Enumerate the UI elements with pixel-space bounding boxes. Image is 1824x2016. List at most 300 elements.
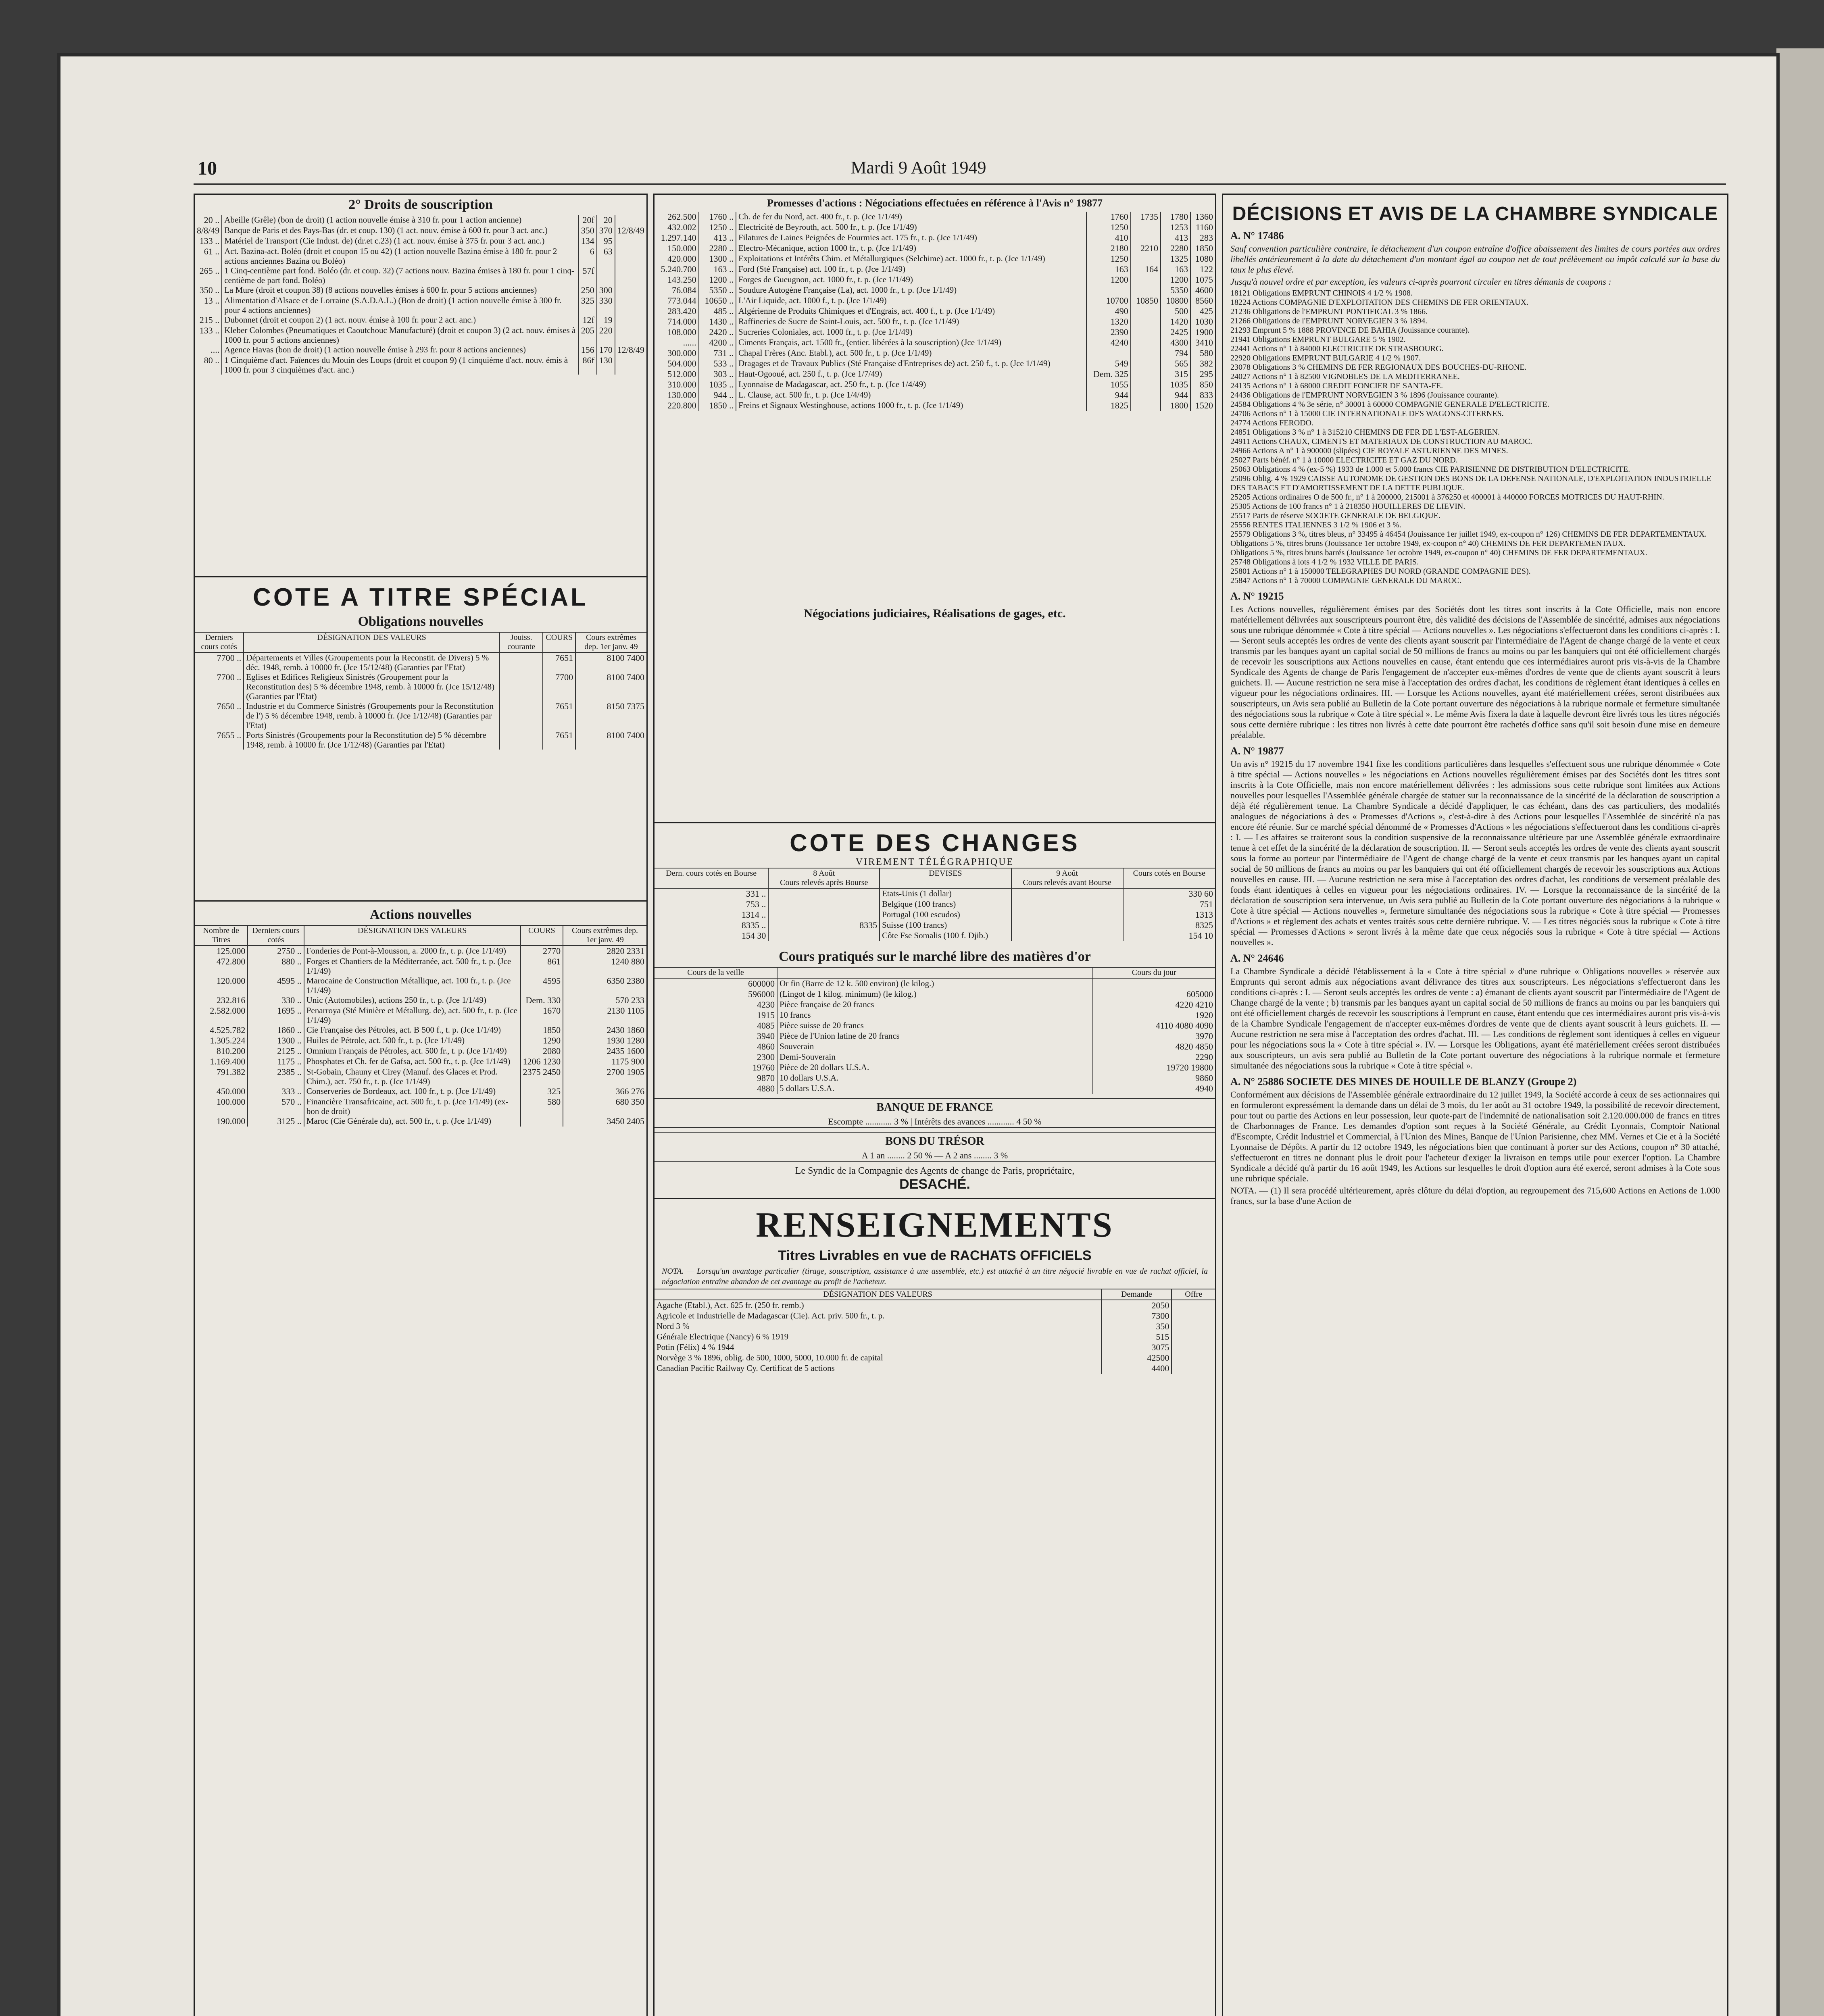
column-header: Jouiss. courante [500,632,543,652]
row-cours1: 1320 [1086,317,1130,327]
row-cours-a: 86f [579,355,597,375]
cote-special-title: COTE A TITRE SPÉCIAL [253,583,588,611]
column-header: Nombre de Titres [195,925,248,946]
row-low: 8560 [1190,296,1215,306]
row-cours-c: 63 [597,246,615,266]
row-jour: 3970 [1093,1031,1215,1041]
table-row [195,236,646,246]
row-offre [1172,1300,1215,1311]
column-header: Derniers cours cotés [195,632,244,652]
row-demande: 7300 [1101,1311,1172,1321]
column-right [1222,194,1728,2016]
row-label: Cie Française des Pétroles, act. B 500 f., t. p. (Jce 1/1/49) [304,1025,521,1035]
row-cours2 [1131,348,1161,358]
column-header: COURS [521,925,563,946]
row-high: 565 [1161,358,1190,369]
actions-title: Actions nouvelles [369,907,472,922]
row-extremes: 2820 2331 [563,946,646,956]
row-last: 533 .. [699,358,736,369]
row-cours2: 1735 [1131,212,1161,222]
avis-25886: A. N° 25886 SOCIETE DES MINES DE HOUILLE DE BLANZY (Groupe 2) [1230,1076,1577,1087]
row-low: 833 [1190,390,1215,400]
row-label: Act. Bazina-act. Boléo (droit et coupon 15 ou 42) (1 action nouvelle Bazina émise à 180 fr. pour 2 actions anciennes Bazina ou Boléo) [222,246,579,266]
table-row [655,931,1215,941]
row-cours: 861 [521,956,563,976]
row-cote: 154 10 [1123,931,1215,941]
row-extremes: 2430 1860 [563,1025,646,1035]
row-label: Conserveries de Bordeaux, act. 100 fr., t. p. (Jce 1/1/49) [304,1086,521,1097]
row-cours-a: 325 [579,296,597,315]
row-label: Ports Sinistrés (Groupements pour la Reconstitution de) 5 % décembre 1948, remb. à 10000 fr. (Jce 1/12/48) (Garanties par l'Etat) [244,730,500,750]
row-high: 1325 [1161,254,1190,264]
row-last: 880 .. [248,956,304,976]
row-cours: Dem. 330 [521,995,563,1006]
row-extremes: 2435 1600 [563,1046,646,1056]
row-date: 133 .. [199,325,220,335]
row-nombre: 432.002 [667,222,696,232]
table-row [655,1041,1215,1052]
table-row [195,1056,646,1067]
row-cours-c: 130 [597,355,615,375]
row-last: 2750 .. [248,946,304,956]
row-extremes: 680 350 [563,1097,646,1116]
row-cours2 [1131,379,1161,390]
page-number: 10 [198,158,217,179]
row-cours1: 10700 [1086,296,1130,306]
row-nombre: 262.500 [667,212,696,222]
table-row [655,1332,1215,1342]
row-releves [768,931,880,941]
renseignements-title: RENSEIGNEMENTS [756,1206,1114,1245]
table-row [655,920,1215,931]
row-cours1: 410 [1086,233,1130,243]
changes-table [655,868,1215,941]
row-high: 1253 [1161,222,1190,233]
row-nombre: 125.000 [216,946,246,956]
row-extremes: 2700 1905 [563,1067,646,1086]
table-row [195,225,646,236]
row-label: Norvège 3 % 1896, oblig. de 500, 1000, 5000, 10.000 fr. de capital [657,1353,883,1362]
row-nombre: 4.525.782 [210,1025,246,1035]
row-last: 570 .. [248,1097,304,1116]
table-row [195,976,646,995]
h-devises: DEVISES [880,868,1011,888]
row-cours: 1206 1230 [521,1056,563,1067]
row-devise: Côte Fse Somalis (100 f. Djib.) [880,931,1011,941]
row-label: Eglises et Edifices Religieux Sinistrés (Groupement pour la Reconstitution des) 5 % décembre 1948, remb. à 10000 fr. (Jce 15/12/48) (Garanties par l'Etat) [244,672,500,701]
row-last: 413 .. [699,233,736,243]
row-nombre: 420.000 [667,254,696,264]
row-jour: 605000 [1093,989,1215,1000]
coupon-item: 18121 Obligations EMPRUNT CHINOIS 4 1/2 % 1908. [1230,289,1413,298]
row-last: 331 .. [746,889,766,899]
row-label: Ch. de fer du Nord, act. 400 fr., t. p. (Jce 1/1/49) [736,212,1087,222]
row-last: 163 .. [699,264,736,275]
row-last: 485 .. [699,306,736,317]
coupon-item: 25063 Obligations 4 % (ex-5 %) 1933 de 1.000 et 5.000 francs CIE PARISIENNE DE DISTRIBUTION D'ELECTRICITE. [1230,465,1630,474]
row-last: 2385 .. [248,1067,304,1086]
row-last: 4200 .. [699,337,736,348]
row-label: Soudure Autogène Française (La), act. 1000 fr., t. p. (Jce 1/1/49) [736,285,1087,296]
row-veille: 9870 [757,1073,775,1083]
table-row [195,730,646,750]
row-label: L'Air Liquide, act. 1000 f., t. p. (Jce 1/1/49) [736,296,1087,306]
row-reglement [615,285,646,296]
coupons-list [1230,289,1720,585]
row-reglement [615,325,646,345]
row-label: Abeille (Grêle) (bon de droit) (1 action nouvelle émise à 310 fr. pour 1 action ancienne) [222,215,579,225]
table-row [655,243,1215,254]
row-nombre: 773.044 [667,296,696,306]
row-low: 1030 [1190,317,1215,327]
row-extremes: 6350 2380 [563,976,646,995]
row-label: Lyonnaise de Madagascar, act. 250 fr., t. p. (Jce 1/4/49) [736,379,1087,390]
row-low: 1160 [1190,222,1215,233]
row-label: Fonderies de Pont-à-Mousson, a. 2000 fr., t. p. (Jce 1/1/49) [304,946,521,956]
row-cours2 [1131,233,1161,243]
row-cours1: 2180 [1086,243,1130,254]
table-row [655,285,1215,296]
row-label: Nord 3 % [657,1321,690,1331]
row-cours-c: 330 [597,296,615,315]
table-row [195,946,646,956]
table-row [195,285,646,296]
row-nombre: 504.000 [667,358,696,369]
h-date1: 8 Août [813,869,835,878]
row-devise: Suisse (100 francs) [880,920,1011,931]
row-demande: 42500 [1101,1353,1172,1363]
row-cours-a: 57f [579,266,597,285]
row-label: Filatures de Laines Peignées de Fourmies act. 175 fr., t. p. (Jce 1/1/49) [736,233,1087,243]
row-veille: 596000 [748,989,775,999]
row-avant [1011,920,1123,931]
coupon-item: 25579 Obligations 3 %, titres bleus, n° 33495 à 46454 (Jouissance 1er juillet 1949, ex-coupon n° 126) CHEMINS DE FER DEPARTEMENTAUX. [1230,530,1707,539]
coupon-item: 25205 Actions ordinaires O de 500 fr., n° 1 à 200000, 215001 à 376250 et 400001 à 440000 FORCES MOTRICES DU HAUT-RHIN. [1230,493,1664,502]
row-jour: 4220 4210 [1093,1000,1215,1010]
row-veille: 4230 [757,1000,775,1010]
row-last: 731 .. [699,348,736,358]
table-row [655,910,1215,920]
souscription-title: 2° Droits de souscription [348,197,493,212]
obligations-title: Obligations nouvelles [358,614,484,629]
table-row [655,888,1215,899]
table-row [195,701,646,730]
renseignements-subtitle: Titres Livrables en vue de RACHATS OFFICIELS [778,1248,1092,1263]
coupon-item: 21293 Emprunt 5 % 1888 PROVINCE DE BAHIA (Jouissance courante). [1230,326,1470,335]
row-label: Agence Havas (bon de droit) (1 action nouvelle émise à 293 fr. pour 8 actions anciennes) [222,345,579,355]
row-nombre: 220.800 [667,400,696,410]
row-cours-a: 20f [579,215,597,225]
row-cours-a: 350 [579,225,597,236]
row-label: Unic (Automobiles), actions 250 fr., t. p. (Jce 1/1/49) [304,995,521,1006]
actions-table [195,925,646,1127]
header-rule [194,183,1726,185]
row-demande: 515 [1101,1332,1172,1342]
row-low: 850 [1190,379,1215,390]
row-high: 2280 [1161,243,1190,254]
row-date: 8/8/49 [197,225,220,235]
row-reglement [615,236,646,246]
coupon-item: 18224 Actions COMPAGNIE D'EXPLOITATION DES CHEMINS DE FER ORIENTAUX. [1230,298,1529,307]
row-label: Dubonnet (droit et coupon 2) (1 act. nouv. émise à 100 fr. pour 2 act. anc.) [222,315,579,325]
row-label: Maroc (Cie Générale du), act. 500 fr., t. p. (Jce 1/1/49) [304,1116,521,1127]
row-label: 1 Cinq-centième part fond. Boléo (dr. et coup. 32) (7 actions nouv. Bazina émises à 180 fr. pour 1 cinq-centième de part fond. Boléo) [222,266,579,285]
row-offre [1172,1363,1215,1374]
row-cours2 [1131,400,1161,411]
h-releves-label: Cours relevés après Bourse [780,878,868,887]
table-row [655,379,1215,390]
renseignements-nota: NOTA. — Lorsqu'un avantage particulier (tirage, souscription, assistance à une assemblée, etc.) est attaché à un titre négocié livrable en vue de rachat officiel, la négociation entraîne abandon de cet avantage au profit de l'acheteur. [662,1267,1208,1286]
row-date: 133 .. [199,236,220,246]
table-row [655,358,1215,369]
avis-19215-text: Les Actions nouvelles, régulièrement émises par des Sociétés dont les titres sont inscrits à la Cote Officielle, mais non encore matériellement délivrées aux souscripteurs pourront être, dès validité des décisions de l'Assemblée de sincérité, admises aux négociations sous une rubrique dénommée « Cote à titre spécial — Actions nouvelles ». Les négociations s'effectueront dans les conditions ci-après : I. — Seront seuls acceptés les ordres de vente des clients ayant souscrit par l'intermédiaire de l'Agent de change chargé de la vente et ceux transmis par les banques ayant un capital social de 50 millions de francs au moins ou par les banquiers qui ont été officiellement chargés de recevoir les souscriptions aux Actions nouvelles en cause, étant entendu que ces intermédiaires auront pris vis-à-vis de la Chambre Syndicale des Agents de change de Paris l'engagement de n'accepter eux-mêmes d'ordres de vente que de clients ayant souscrit à leurs guichets. II. — Aucune restriction ne sera mise à l'acceptation des ordres d'achat, les conditions de règlement étant identiques à celles en vigueur pour les négociations ordinaires. III. — Lorsque les Actions nouvelles, ayant été matériellement créées, seront distribuées aux souscripteurs, un Avis sera publié au Bulletin de la Cote portant ouverture des négociations à la rubrique normale et fermeture simultanée des négociations sous la rubrique « Cote à titre spécial ». Le même Avis fixera la date à laquelle devront être livrés tous les titres négociés sous cette dernière rubrique : les titres non livrés à cette date pourront être rachetés d'office sans qu'il soit besoin d'une mise en demeure préalable. [1230,604,1720,740]
row-high: 2425 [1161,327,1190,337]
row-cours1: Dem. 325 [1086,369,1130,379]
table-row [655,264,1215,275]
avis-17486-intro: Jusqu'à nouvel ordre et par exception, les valeurs ci-après pourront circuler en titres démunis de coupons : [1230,277,1611,287]
row-cours: 7651 [543,701,575,730]
renseignements-table [655,1289,1215,1374]
table-row [655,296,1215,306]
row-date: 13 .. [204,296,220,306]
row-cours1 [1086,348,1130,358]
row-label: Algérienne de Produits Chimiques et d'Engrais, act. 400 f., t. p. (Jce 1/1/49) [736,306,1087,317]
row-reglement [615,215,646,225]
row-low: 1850 [1190,243,1215,254]
row-extremes: 2130 1105 [563,1006,646,1025]
row-label: L. Clause, act. 500 fr., t. p. (Jce 1/4/49) [736,390,1087,400]
row-nombre: 130.000 [667,390,696,400]
row-cours2: 164 [1131,264,1161,275]
row-low: 580 [1190,348,1215,358]
row-cours1: 163 [1086,264,1130,275]
row-label: Agricole et Industrielle de Madagascar (Cie). Act. priv. 500 fr., t. p. [657,1311,885,1320]
matieres-or-title: Cours pratiqués sur le marché libre des matières d'or [779,949,1091,964]
row-nombre: 472.800 [216,956,246,966]
row-last: 944 .. [699,390,736,400]
table-row [655,1363,1215,1374]
row-reglement [615,266,646,285]
row-cours1: 1250 [1086,254,1130,264]
row-jour: 4820 4850 [1093,1041,1215,1052]
row-cours1: 490 [1086,306,1130,317]
coupon-item: 24584 Obligations 4 % 3e série, n° 30001 à 60000 COMPAGNIE GENERALE D'ELECTRICITE. [1230,400,1549,409]
table-row [655,899,1215,910]
row-cours2 [1131,285,1161,296]
row-offre [1172,1311,1215,1321]
column-middle [653,194,1216,2016]
row-high: 944 [1161,390,1190,400]
row-low: 1520 [1190,400,1215,411]
table-row [655,1020,1215,1031]
table-row [195,1025,646,1035]
row-label: Dragages et de Travaux Publics (Sté Française d'Entreprises de) act. 250 f., t. p. (Jce 1/1/49) [736,358,1087,369]
row-cours: 1850 [521,1025,563,1035]
table-row [195,956,646,976]
table-row [195,315,646,325]
row-low: 1900 [1190,327,1215,337]
avis-19215: A. N° 19215 [1230,590,1284,602]
table-row [655,1010,1215,1020]
row-cours-c: 20 [597,215,615,225]
row-nombre: 5.240.700 [661,264,696,274]
row-cours2: 10850 [1131,296,1161,306]
row-date: 350 .. [199,285,220,295]
table-row [195,672,646,701]
row-cours: 2080 [521,1046,563,1056]
row-date: 215 .. [199,315,220,325]
table-row [195,345,646,355]
row-demande: 2050 [1101,1300,1172,1311]
row-label: (Lingot de 1 kilog. minimum) (le kilog.) [777,989,1093,1000]
row-cours2 [1131,222,1161,233]
column-header: DÉSIGNATION DES VALEURS [304,925,521,946]
row-nombre: 810.200 [216,1046,246,1056]
row-nombre: 100.000 [216,1097,246,1107]
coupon-item: 25748 Obligations à lots 4 1/2 % 1932 VILLE DE PARIS. [1230,558,1419,566]
row-jouiss [500,652,543,672]
row-last: 10650 .. [699,296,736,306]
row-cours-a: 6 [579,246,597,266]
coupon-item: 25556 RENTES ITALIENNES 3 1/2 % 1906 et 3 %. [1230,521,1401,529]
h-avant-label: Cours relevés avant Bourse [1023,878,1111,887]
row-cours-c: 170 [597,345,615,355]
row-high: 163 [1161,264,1190,275]
row-cours-c: 95 [597,236,615,246]
row-nombre: 512.000 [667,369,696,379]
row-last: 1200 .. [699,275,736,285]
table-row [655,254,1215,264]
table-row [655,400,1215,411]
row-cours2: 2210 [1131,243,1161,254]
h-avant [1011,868,1123,888]
row-last: 7700 .. [217,672,242,682]
row-high: 500 [1161,306,1190,317]
row-devise: Belgique (100 francs) [880,899,1011,910]
row-cours: 1290 [521,1035,563,1046]
row-high: 413 [1161,233,1190,243]
row-cours-a: 250 [579,285,597,296]
coupon-item: 24135 Actions n° 1 à 68000 CREDIT FONCIER DE SANTA-FE. [1230,381,1443,390]
coupon-item: 22441 Actions n° 1 à 84000 ELECTRICITE DE STRASBOURG. [1230,344,1444,353]
matieres-or-table [655,967,1215,1094]
row-cote: 751 [1123,899,1215,910]
row-label: Pièce de l'Union latine de 20 francs [777,1031,1093,1041]
table-row [655,233,1215,243]
coupon-item: 25801 Actions n° 1 à 150000 TELEGRAPHES DU NORD (GRANDE COMPAGNIE DES). [1230,567,1531,576]
row-label: Pièce française de 20 francs [777,1000,1093,1010]
table-row [655,369,1215,379]
table-row [195,652,646,672]
row-cours-c: 220 [597,325,615,345]
row-nombre: 714.000 [667,317,696,327]
row-last: 7650 .. [217,701,242,711]
table-row [655,978,1215,989]
row-veille: 4880 [757,1083,775,1093]
page-edge [1776,48,1824,2016]
row-label: Freins et Signaux Westinghouse, actions 1000 fr., t. p. (Jce 1/1/49) [736,400,1087,411]
row-label: Haut-Ogooué, act. 250 f., t. p. (Jce 1/7/49) [736,369,1087,379]
row-releves [768,888,880,899]
row-high: 4300 [1161,337,1190,348]
row-offre [1172,1353,1215,1363]
row-cours2 [1131,358,1161,369]
table-row [655,306,1215,317]
row-label: Pièce suisse de 20 francs [777,1020,1093,1031]
row-label: Or fin (Barre de 12 k. 500 environ) (le kilog.) [777,978,1093,989]
table-row [195,1086,646,1097]
row-label: 5 dollars U.S.A. [777,1083,1093,1094]
row-last: 7700 .. [217,653,242,663]
table-row [195,1097,646,1116]
row-low: 122 [1190,264,1215,275]
table-row [655,989,1215,1000]
row-label: Départements et Villes (Groupements pour la Reconstit. de Divers) 5 % déc. 1948, remb. à 10000 fr. (Jce 15/12/48) (Garanties par l'Etat) [244,652,500,672]
table-row [655,1083,1215,1094]
row-reglement: 12/8/49 [615,345,646,355]
row-cours-c: 300 [597,285,615,296]
coupon-item: 25305 Actions de 100 francs n° 1 à 218350 HOUILLERES DE LIEVIN. [1230,502,1465,511]
row-last: 2280 .. [699,243,736,254]
table-row [655,327,1215,337]
row-extremes: 1240 880 [563,956,646,976]
row-high: 1800 [1161,400,1190,411]
row-nombre: 108.000 [667,327,696,337]
row-nombre: 450.000 [216,1086,246,1096]
row-jouiss [500,701,543,730]
row-reglement: 12/8/49 [615,225,646,236]
row-label: La Mure (droit et coupon 38) (8 actions nouvelles émises à 600 fr. pour 5 actions anciennes) [222,285,579,296]
coupon-item: 21236 Obligations de l'EMPRUNT PONTIFICAL 3 % 1866. [1230,307,1428,316]
coupon-item: 24436 Obligations de l'EMPRUNT NORVEGIEN 3 % 1896 (Jouissance courante). [1230,391,1499,400]
coupon-item: 24706 Actions n° 1 à 15000 CIE INTERNATIONALE DES WAGONS-CITERNES. [1230,409,1504,418]
table-row [655,1311,1215,1321]
row-veille: 2300 [757,1052,775,1062]
column-header: COURS [543,632,575,652]
promesses-title: Promesses d'actions : Négociations effectuées en référence à l'Avis n° 19877 [767,197,1103,209]
coupon-item: 24027 Actions n° 1 à 82500 VIGNOBLES DE LA MEDITERRANEE. [1230,372,1460,381]
h-cotes: Cours cotés en Bourse [1123,868,1215,888]
table-row [195,355,646,375]
table-row [655,337,1215,348]
row-jour [1093,978,1215,989]
row-label: Omnium Français de Pétroles, act. 500 fr., t. p. (Jce 1/1/49) [304,1046,521,1056]
row-label: Kleber Colombes (Pneumatiques et Caoutchouc Manufacturé) (droit et coupon 3) (2 act. nouv. émises à 1000 fr. pour 5 actions anciennes) [222,325,579,345]
table-row [655,1031,1215,1041]
table-row [195,1067,646,1086]
coupon-item: 24774 Actions FERODO. [1230,419,1314,427]
row-extremes: 8100 7400 [575,672,646,701]
row-label: Huiles de Pétrole, act. 500 fr., t. p. (Jce 1/1/49) [304,1035,521,1046]
table-row [655,222,1215,233]
row-cours1: 1200 [1086,275,1130,285]
row-cours-c: 370 [597,225,615,236]
row-low: 283 [1190,233,1215,243]
row-label: Financière Transafricaine, act. 500 fr., t. p. (Jce 1/1/49) (ex-bon de droit) [304,1097,521,1116]
avis-17486-text: Sauf convention particulière contraire, le détachement d'un coupon entraîne d'office abaissement des limites de cours portées aux ordres libellés antérieurement à la date du détachement d'un montant égal au coupon net de tout prélèvement ou impôt calculé sur la base du taux le plus élevé. [1230,244,1720,275]
row-low: 295 [1190,369,1215,379]
row-last: 1695 .. [248,1006,304,1025]
row-cours-a: 205 [579,325,597,345]
row-label: 10 francs [777,1010,1093,1020]
decisions-title: DÉCISIONS ET AVIS DE LA CHAMBRE SYNDICALE [1232,203,1718,225]
row-demande: 350 [1101,1321,1172,1332]
table-row [655,212,1215,222]
row-extremes: 366 276 [563,1086,646,1097]
row-offre [1172,1342,1215,1353]
table-row [195,215,646,225]
row-veille: 3940 [757,1031,775,1041]
